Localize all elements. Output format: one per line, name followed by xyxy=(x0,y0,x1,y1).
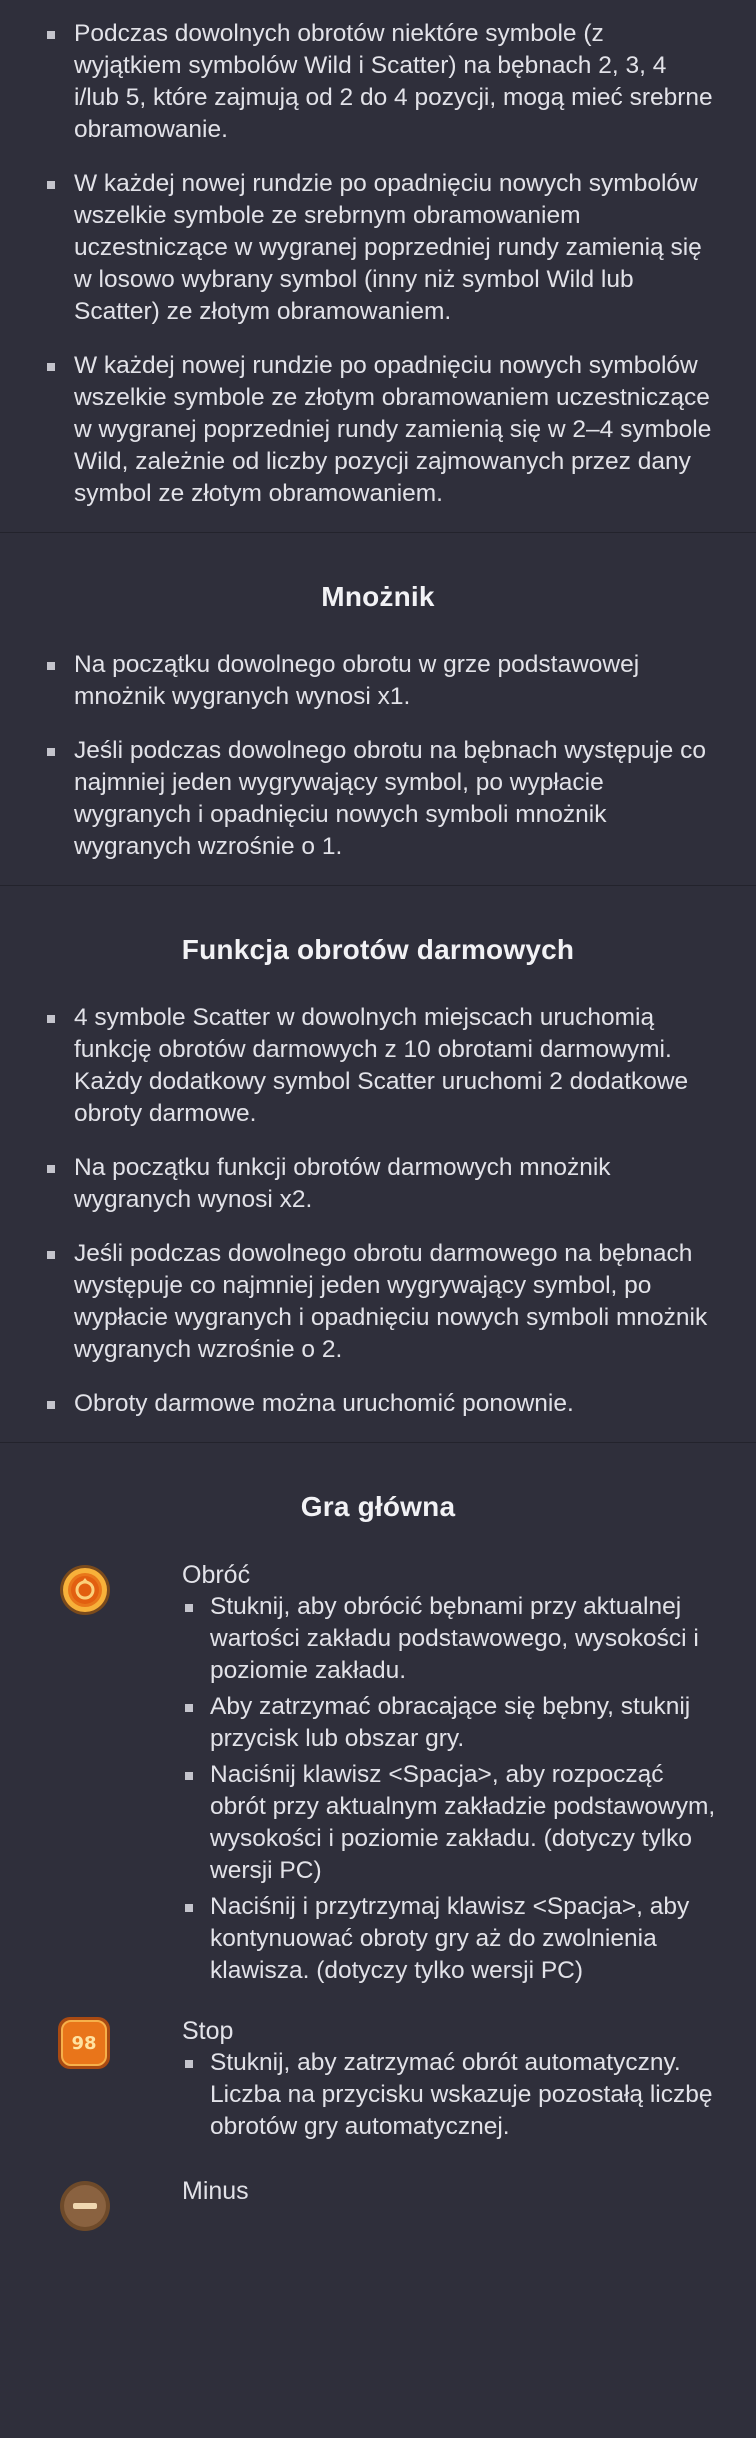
section-title-free-spins: Funkcja obrotów darmowych xyxy=(181,934,575,965)
list-item: Naciśnij klawisz <Spacja>, aby rozpocząć obrót przy aktualnym zakładzie podstawowym, wysokości i poziomie zakładu. (dotyczy tylko wersji PC) xyxy=(182,1759,720,1887)
minus-button-name: Minus xyxy=(182,2177,249,2205)
list-item: Obroty darmowe można uruchomić ponownie. xyxy=(44,1388,716,1420)
list-item: Podczas dowolnych obrotów niektóre symbole (z wyjątkiem symbolów Wild i Scatter) na bębnach 2, 3, 4 i/lub 5, które zajmują od 2 do 4 pozycji, mogą mieć srebrne obramowanie. xyxy=(44,18,716,146)
list-item: Aby zatrzymać obracające się bębny, stuknij przycisk lub obszar gry. xyxy=(182,1691,720,1755)
stop-button-icon xyxy=(58,2017,110,2069)
stop-button-description xyxy=(182,2047,720,2143)
list-item: Na początku funkcji obrotów darmowych mnożnik wygranych wynosi x2. xyxy=(44,1152,716,1216)
list-item: Stuknij, aby obrócić bębnami przy aktualnej wartości zakładu podstawowego, wysokości i poziomie zakładu. xyxy=(182,1591,720,1687)
spin-button-name: Obróć xyxy=(182,1561,251,1589)
minus-button-row xyxy=(0,2175,756,2207)
spin-button-icon xyxy=(58,1563,112,1617)
list-item: Na początku dowolnego obrotu w grze podstawowej mnożnik wygranych wynosi x1. xyxy=(44,649,716,713)
stop-button-row xyxy=(0,2015,756,2143)
list-item: Jeśli podczas dowolnego obrotu darmowego na bębnach występuje co najmniej jeden wygrywający symbol, po wypłacie wygranych i opadnięciu nowych symboli mnożnik wygranych wzrośnie o 2. xyxy=(44,1238,716,1366)
section-title-multiplier: Mnożnik xyxy=(321,581,435,612)
free-spins-list xyxy=(0,1002,756,1420)
list-item: Jeśli podczas dowolnego obrotu na bębnach występuje co najmniej jeden wygrywający symbol, po wypłacie wygranych i opadnięciu nowych symboli mnożnik wygranych wzrośnie o 1. xyxy=(44,735,716,863)
list-item: 4 symbole Scatter w dowolnych miejscach uruchomią funkcję obrotów darmowych z 10 obrotami darmowymi. Każdy dodatkowy symbol Scatter uruchomi 2 dodatkowe obroty darmowe. xyxy=(44,1002,716,1130)
spin-button-description xyxy=(182,1591,720,1987)
section-title-main-game: Gra główna xyxy=(300,1491,456,1522)
minus-button-icon xyxy=(58,2179,112,2233)
stop-button-name: Stop xyxy=(182,2017,234,2045)
list-item: W każdej nowej rundzie po opadnięciu nowych symbolów wszelkie symbole ze srebrnym obramowaniem uczestniczące w wygranej poprzedniej rundy zamienią się w losowo wybrany symbol (inny niż symbol Wild lub Scatter) ze złotym obramowaniem. xyxy=(44,168,716,328)
multiplier-list xyxy=(0,649,756,863)
stop-button-face xyxy=(61,2020,107,2066)
list-item: W każdej nowej rundzie po opadnięciu nowych symbolów wszelkie symbole ze złotym obramowaniem uczestniczące w wygranej poprzedniej rundy zamienią się w 2–4 symbole Wild, zależnie od liczby pozycji zajmowanych przez dany symbol ze złotym obramowaniem. xyxy=(44,350,716,510)
autoplay-count: 98 xyxy=(71,2032,97,2054)
list-item: Stuknij, aby zatrzymać obrót automatyczny. Liczba na przycisku wskazuje pozostałą liczbę obrotów gry automatycznej. xyxy=(182,2047,720,2143)
border-feature-list xyxy=(0,0,756,510)
spin-button-row xyxy=(0,1559,756,1987)
list-item: Naciśnij i przytrzymaj klawisz <Spacja>, aby kontynuować obroty gry aż do zwolnienia klawisza. (dotyczy tylko wersji PC) xyxy=(182,1891,720,1987)
